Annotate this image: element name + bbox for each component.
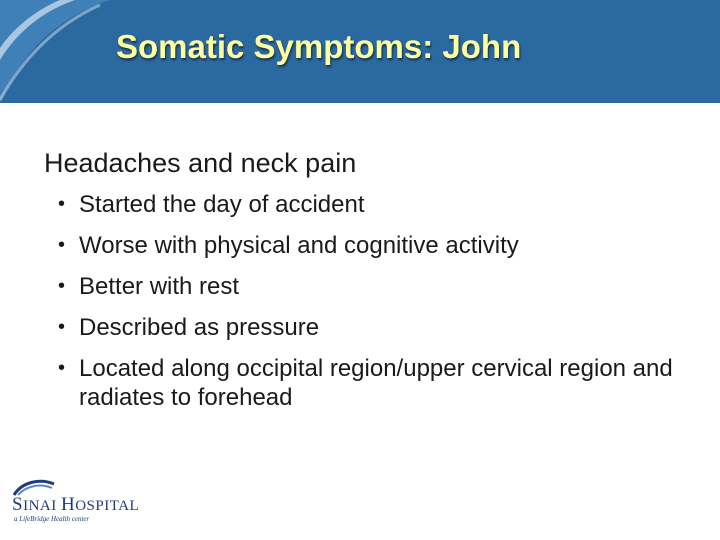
bullet-item: • Worse with physical and cognitive activity [58,232,519,259]
logo-wordmark: SINAI HOSPITAL [12,494,140,515]
bullet-item: • Started the day of accident [58,191,365,218]
bullet-dot-icon: • [58,316,66,338]
slide-heading: Headaches and neck pain [44,148,357,178]
slide-title: Somatic Symptoms: John [116,28,522,65]
bullet-dot-icon: • [58,275,66,297]
sinai-hospital-logo [12,478,140,528]
logo-tagline: a LifeBridge Health center [14,515,90,523]
bullet-item: • Located along occipital region/upper cervical region and radiates to forehead [58,355,673,411]
bullet-list [44,190,684,412]
slide-header [0,0,720,103]
bullet-item: • Described as pressure [58,314,320,341]
bullet-dot-icon: • [58,193,66,215]
bullet-dot-icon: • [58,234,66,256]
slide-content [44,146,684,424]
bullet-item: • Better with rest [58,273,240,300]
bullet-dot-icon: • [58,357,66,379]
header-swoosh-graphic [0,0,110,103]
